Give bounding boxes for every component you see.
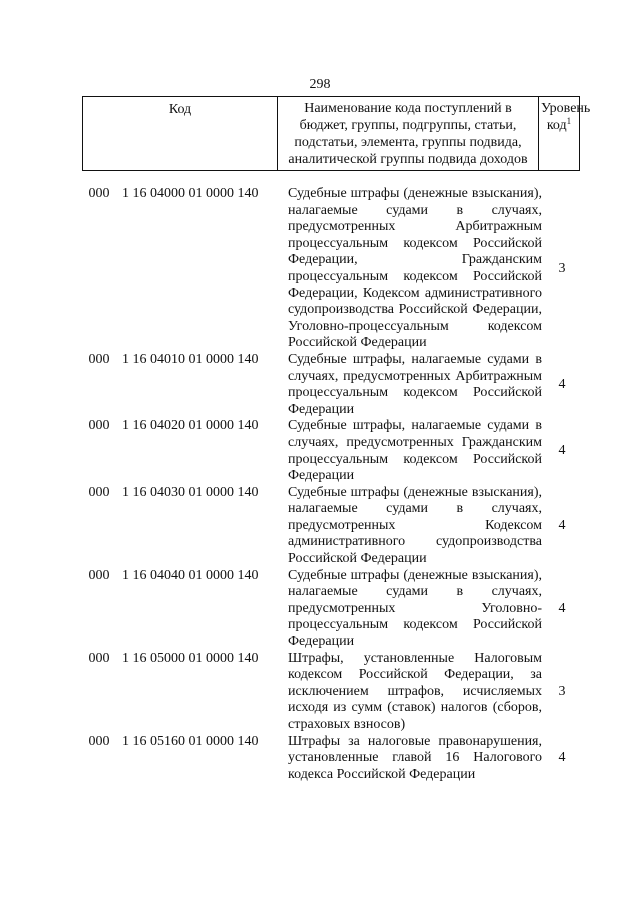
table-row bbox=[82, 734, 582, 784]
header-name: Наименование кода поступлений в бюджет, группы, подгруппы, статьи, подстатьи, элемента, группы подвида, аналитической группы подвида доходов bbox=[278, 97, 539, 171]
income-name: Штрафы, установленные Налоговым кодексом Российской Федерации, за исключением штрафов, исчисляемых исходя из сумм (ставок) налогов (сборов, страховых взносов) bbox=[288, 650, 542, 732]
level-value: 4 bbox=[558, 443, 566, 459]
income-code: 1 16 04040 01 0000 140 bbox=[122, 567, 259, 583]
table-body bbox=[82, 186, 582, 783]
level-value: 3 bbox=[558, 260, 566, 276]
table-row bbox=[82, 418, 582, 484]
income-name: Судебные штрафы (денежные взыскания), налагаемые судами в случаях, предусмотренных Кодексом административного судопроизводства Российской Федерации bbox=[288, 484, 542, 567]
table-header bbox=[82, 96, 591, 171]
income-name: Судебные штрафы, налагаемые судами в случаях, предусмотренных Арбитражным процессуальным кодексом Российской Федерации bbox=[288, 351, 542, 417]
income-code: 1 16 04000 01 0000 140 bbox=[122, 186, 259, 201]
table-row bbox=[82, 651, 582, 734]
level-value: 4 bbox=[558, 750, 566, 766]
table-row bbox=[82, 568, 582, 651]
table-row bbox=[82, 186, 582, 352]
page-number: 298 bbox=[309, 77, 331, 92]
income-code: 1 16 05000 01 0000 140 bbox=[122, 650, 259, 666]
header-level-cell bbox=[539, 97, 591, 171]
income-name: Судебные штрафы (денежные взыскания), налагаемые судами в случаях, предусмотренных Арбитражным процессуальным кодексом Российской Федерации, Гражданским процессуальным кодексом Российской Федерации, Кодексом административного судопроизводства Российской Федерации, Уголовно-процессуальным кодексом Российской Федерации bbox=[288, 186, 542, 351]
level-value: 3 bbox=[558, 683, 566, 699]
table-row bbox=[82, 352, 582, 418]
income-code: 1 16 05160 01 0000 140 bbox=[122, 733, 259, 749]
level-value: 4 bbox=[558, 600, 566, 616]
header-code: Код bbox=[83, 97, 278, 171]
header-level-footnote: 1 bbox=[566, 116, 572, 126]
level-value: 4 bbox=[558, 517, 566, 533]
table-row bbox=[82, 485, 582, 568]
header-level: Уровень код bbox=[541, 101, 591, 133]
admin-code: 000 bbox=[88, 567, 110, 583]
income-name: Судебные штрафы, налагаемые судами в случаях, предусмотренных Гражданским процессуальным кодексом Российской Федерации bbox=[288, 418, 542, 484]
admin-code: 000 bbox=[88, 484, 110, 500]
admin-code: 000 bbox=[88, 418, 110, 434]
admin-code: 000 bbox=[88, 351, 110, 367]
admin-code: 000 bbox=[88, 733, 110, 749]
admin-code: 000 bbox=[88, 650, 110, 666]
level-value: 4 bbox=[558, 376, 566, 392]
income-code: 1 16 04010 01 0000 140 bbox=[122, 351, 259, 367]
income-name: Судебные штрафы (денежные взыскания), налагаемые судами в случаях, предусмотренных Уголовно-процессуальным кодексом Российской Федерации bbox=[288, 567, 542, 650]
admin-code: 000 bbox=[88, 186, 110, 201]
income-code: 1 16 04020 01 0000 140 bbox=[122, 418, 259, 434]
income-name: Штрафы за налоговые правонарушения, установленные главой 16 Налогового кодекса Российской Федерации bbox=[288, 733, 542, 782]
income-code: 1 16 04030 01 0000 140 bbox=[122, 484, 259, 500]
